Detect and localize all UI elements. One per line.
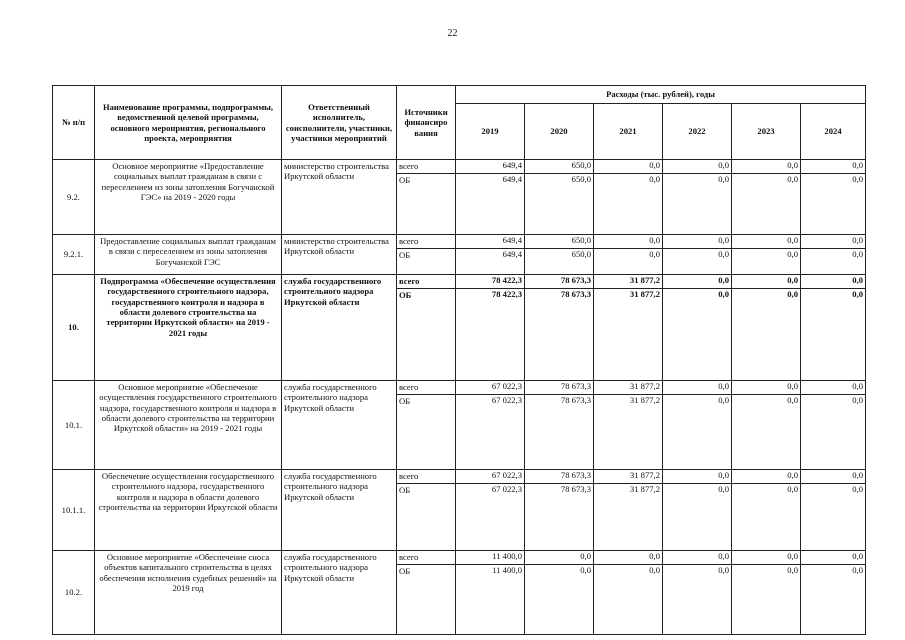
row-value: 649,4 xyxy=(456,249,525,275)
row-name: Предоставление социальных выплат гражданам в связи с переселением из зоны затопления Богучанской ГЭС xyxy=(95,235,282,275)
row-value: 78 422,3 xyxy=(456,289,525,381)
row-value: 0,0 xyxy=(801,235,866,249)
row-value: 0,0 xyxy=(663,395,732,470)
row-value: 650,0 xyxy=(525,249,594,275)
row-value: 649,4 xyxy=(456,174,525,235)
row-value: 0,0 xyxy=(663,551,732,565)
row-value: 0,0 xyxy=(801,395,866,470)
row-name: Основное мероприятие «Обеспечение осуществления государственного строительного надзора, государственного контроля и надзора в области долевого строительства на территории Иркутской области» на 2019 - 2021 годы xyxy=(95,381,282,470)
row-source: всего xyxy=(397,235,456,249)
row-number: 10.1. xyxy=(53,381,95,470)
row-value: 0,0 xyxy=(801,174,866,235)
row-value: 650,0 xyxy=(525,235,594,249)
row-value: 0,0 xyxy=(525,565,594,635)
row-number: 10. xyxy=(53,275,95,381)
row-name: Основное мероприятие «Обеспечение сноса объектов капитального строительства в целях обеспечения исполнения судебных решений» на 2019 год xyxy=(95,551,282,635)
row-value: 0,0 xyxy=(732,484,801,551)
row-source: всего xyxy=(397,160,456,174)
row-value: 0,0 xyxy=(663,565,732,635)
row-value: 11 400,0 xyxy=(456,565,525,635)
row-value: 0,0 xyxy=(732,395,801,470)
row-source: ОБ xyxy=(397,174,456,235)
row-value: 78 673,3 xyxy=(525,484,594,551)
row-value: 0,0 xyxy=(801,275,866,289)
row-value: 78 673,3 xyxy=(525,470,594,484)
row-source: всего xyxy=(397,275,456,289)
row-value: 0,0 xyxy=(594,249,663,275)
row-executor: министерство строительства Иркутской области xyxy=(282,235,397,275)
row-value: 78 673,3 xyxy=(525,395,594,470)
row-number: 9.2. xyxy=(53,160,95,235)
row-value: 0,0 xyxy=(594,235,663,249)
header-name: Наименование программы, подпрограммы, ведомственной целевой программы, основного мероприятия, регионального проекта, мероприятия xyxy=(95,86,282,160)
row-value: 0,0 xyxy=(732,381,801,395)
row-number: 9.2.1. xyxy=(53,235,95,275)
header-year: 2019 xyxy=(456,104,525,160)
row-value: 0,0 xyxy=(594,565,663,635)
row-value: 78 673,3 xyxy=(525,289,594,381)
row-source: ОБ xyxy=(397,249,456,275)
row-value: 0,0 xyxy=(801,470,866,484)
row-value: 0,0 xyxy=(732,235,801,249)
header-executor: Ответственный исполнитель, соисполнители, участники, участники мероприятий xyxy=(282,86,397,160)
row-value: 0,0 xyxy=(594,174,663,235)
row-number: 10.2. xyxy=(53,551,95,635)
row-source: всего xyxy=(397,381,456,395)
row-value: 31 877,2 xyxy=(594,470,663,484)
row-source: ОБ xyxy=(397,484,456,551)
row-value: 0,0 xyxy=(663,235,732,249)
row-value: 78 673,3 xyxy=(525,381,594,395)
row-value: 0,0 xyxy=(801,565,866,635)
row-source: всего xyxy=(397,470,456,484)
header-year: 2020 xyxy=(525,104,594,160)
row-source: ОБ xyxy=(397,395,456,470)
row-value: 0,0 xyxy=(801,249,866,275)
row-value: 0,0 xyxy=(663,249,732,275)
header-year: 2022 xyxy=(663,104,732,160)
row-value: 0,0 xyxy=(594,160,663,174)
row-value: 11 400,0 xyxy=(456,551,525,565)
table-row xyxy=(53,160,866,174)
row-value: 0,0 xyxy=(801,551,866,565)
row-executor: служба государственного строительного надзора Иркутской области xyxy=(282,551,397,635)
row-source: ОБ xyxy=(397,289,456,381)
row-value: 0,0 xyxy=(663,174,732,235)
row-value: 31 877,2 xyxy=(594,395,663,470)
table-row xyxy=(53,470,866,484)
row-value: 0,0 xyxy=(663,160,732,174)
row-value: 67 022,3 xyxy=(456,381,525,395)
page-number: 22 xyxy=(447,28,458,39)
row-value: 0,0 xyxy=(732,249,801,275)
row-value: 649,4 xyxy=(456,160,525,174)
row-value: 0,0 xyxy=(801,381,866,395)
row-value: 0,0 xyxy=(801,484,866,551)
row-source: всего xyxy=(397,551,456,565)
row-value: 67 022,3 xyxy=(456,470,525,484)
row-value: 0,0 xyxy=(732,289,801,381)
row-value: 31 877,2 xyxy=(594,275,663,289)
row-value: 0,0 xyxy=(732,551,801,565)
row-value: 67 022,3 xyxy=(456,395,525,470)
row-value: 0,0 xyxy=(801,289,866,381)
budget-table xyxy=(52,85,866,635)
header-sources: Источники финансиро вания xyxy=(397,86,456,160)
row-name: Обеспечение осуществления государственного строительного надзора, государственного контроля и надзора в области долевого строительства на территории Иркутской области xyxy=(95,470,282,551)
row-executor: служба государственного строительного надзора Иркутской области xyxy=(282,275,397,381)
row-value: 67 022,3 xyxy=(456,484,525,551)
row-value: 31 877,2 xyxy=(594,289,663,381)
row-value: 78 673,3 xyxy=(525,275,594,289)
header-number: № п/п xyxy=(53,86,95,160)
row-number: 10.1.1. xyxy=(53,470,95,551)
row-value: 0,0 xyxy=(732,174,801,235)
row-name: Основное мероприятие «Предоставление социальных выплат гражданам в связи с переселением из зоны затопления Богучанской ГЭС» на 2019 - 2020 годы xyxy=(95,160,282,235)
row-value: 0,0 xyxy=(663,275,732,289)
row-value: 0,0 xyxy=(732,565,801,635)
row-value: 78 422,3 xyxy=(456,275,525,289)
row-executor: министерство строительства Иркутской области xyxy=(282,160,397,235)
row-value: 0,0 xyxy=(663,470,732,484)
row-executor: служба государственного строительного надзора Иркутской области xyxy=(282,470,397,551)
header-year: 2021 xyxy=(594,104,663,160)
row-value: 31 877,2 xyxy=(594,381,663,395)
row-value: 0,0 xyxy=(732,470,801,484)
row-value: 0,0 xyxy=(732,160,801,174)
row-value: 649,4 xyxy=(456,235,525,249)
row-name: Подпрограмма «Обеспечение осуществления государственного строительного надзора, государственного контроля и надзора в области долевого строительства на территории Иркутской области» на 2019 - 2021 годы xyxy=(95,275,282,381)
table-row xyxy=(53,381,866,395)
row-value: 0,0 xyxy=(663,484,732,551)
row-value: 0,0 xyxy=(732,275,801,289)
row-value: 0,0 xyxy=(663,289,732,381)
table-row xyxy=(53,235,866,249)
row-value: 0,0 xyxy=(594,551,663,565)
table-row xyxy=(53,275,866,289)
row-source: ОБ xyxy=(397,565,456,635)
row-executor: служба государственного строительного надзора Иркутской области xyxy=(282,381,397,470)
row-value: 31 877,2 xyxy=(594,484,663,551)
row-value: 0,0 xyxy=(801,160,866,174)
row-value: 0,0 xyxy=(663,381,732,395)
row-value: 650,0 xyxy=(525,160,594,174)
header-expenses: Расходы (тыс. рублей), годы xyxy=(456,86,866,104)
row-value: 650,0 xyxy=(525,174,594,235)
header-year: 2024 xyxy=(801,104,866,160)
table-row xyxy=(53,551,866,565)
row-value: 0,0 xyxy=(525,551,594,565)
header-year: 2023 xyxy=(732,104,801,160)
